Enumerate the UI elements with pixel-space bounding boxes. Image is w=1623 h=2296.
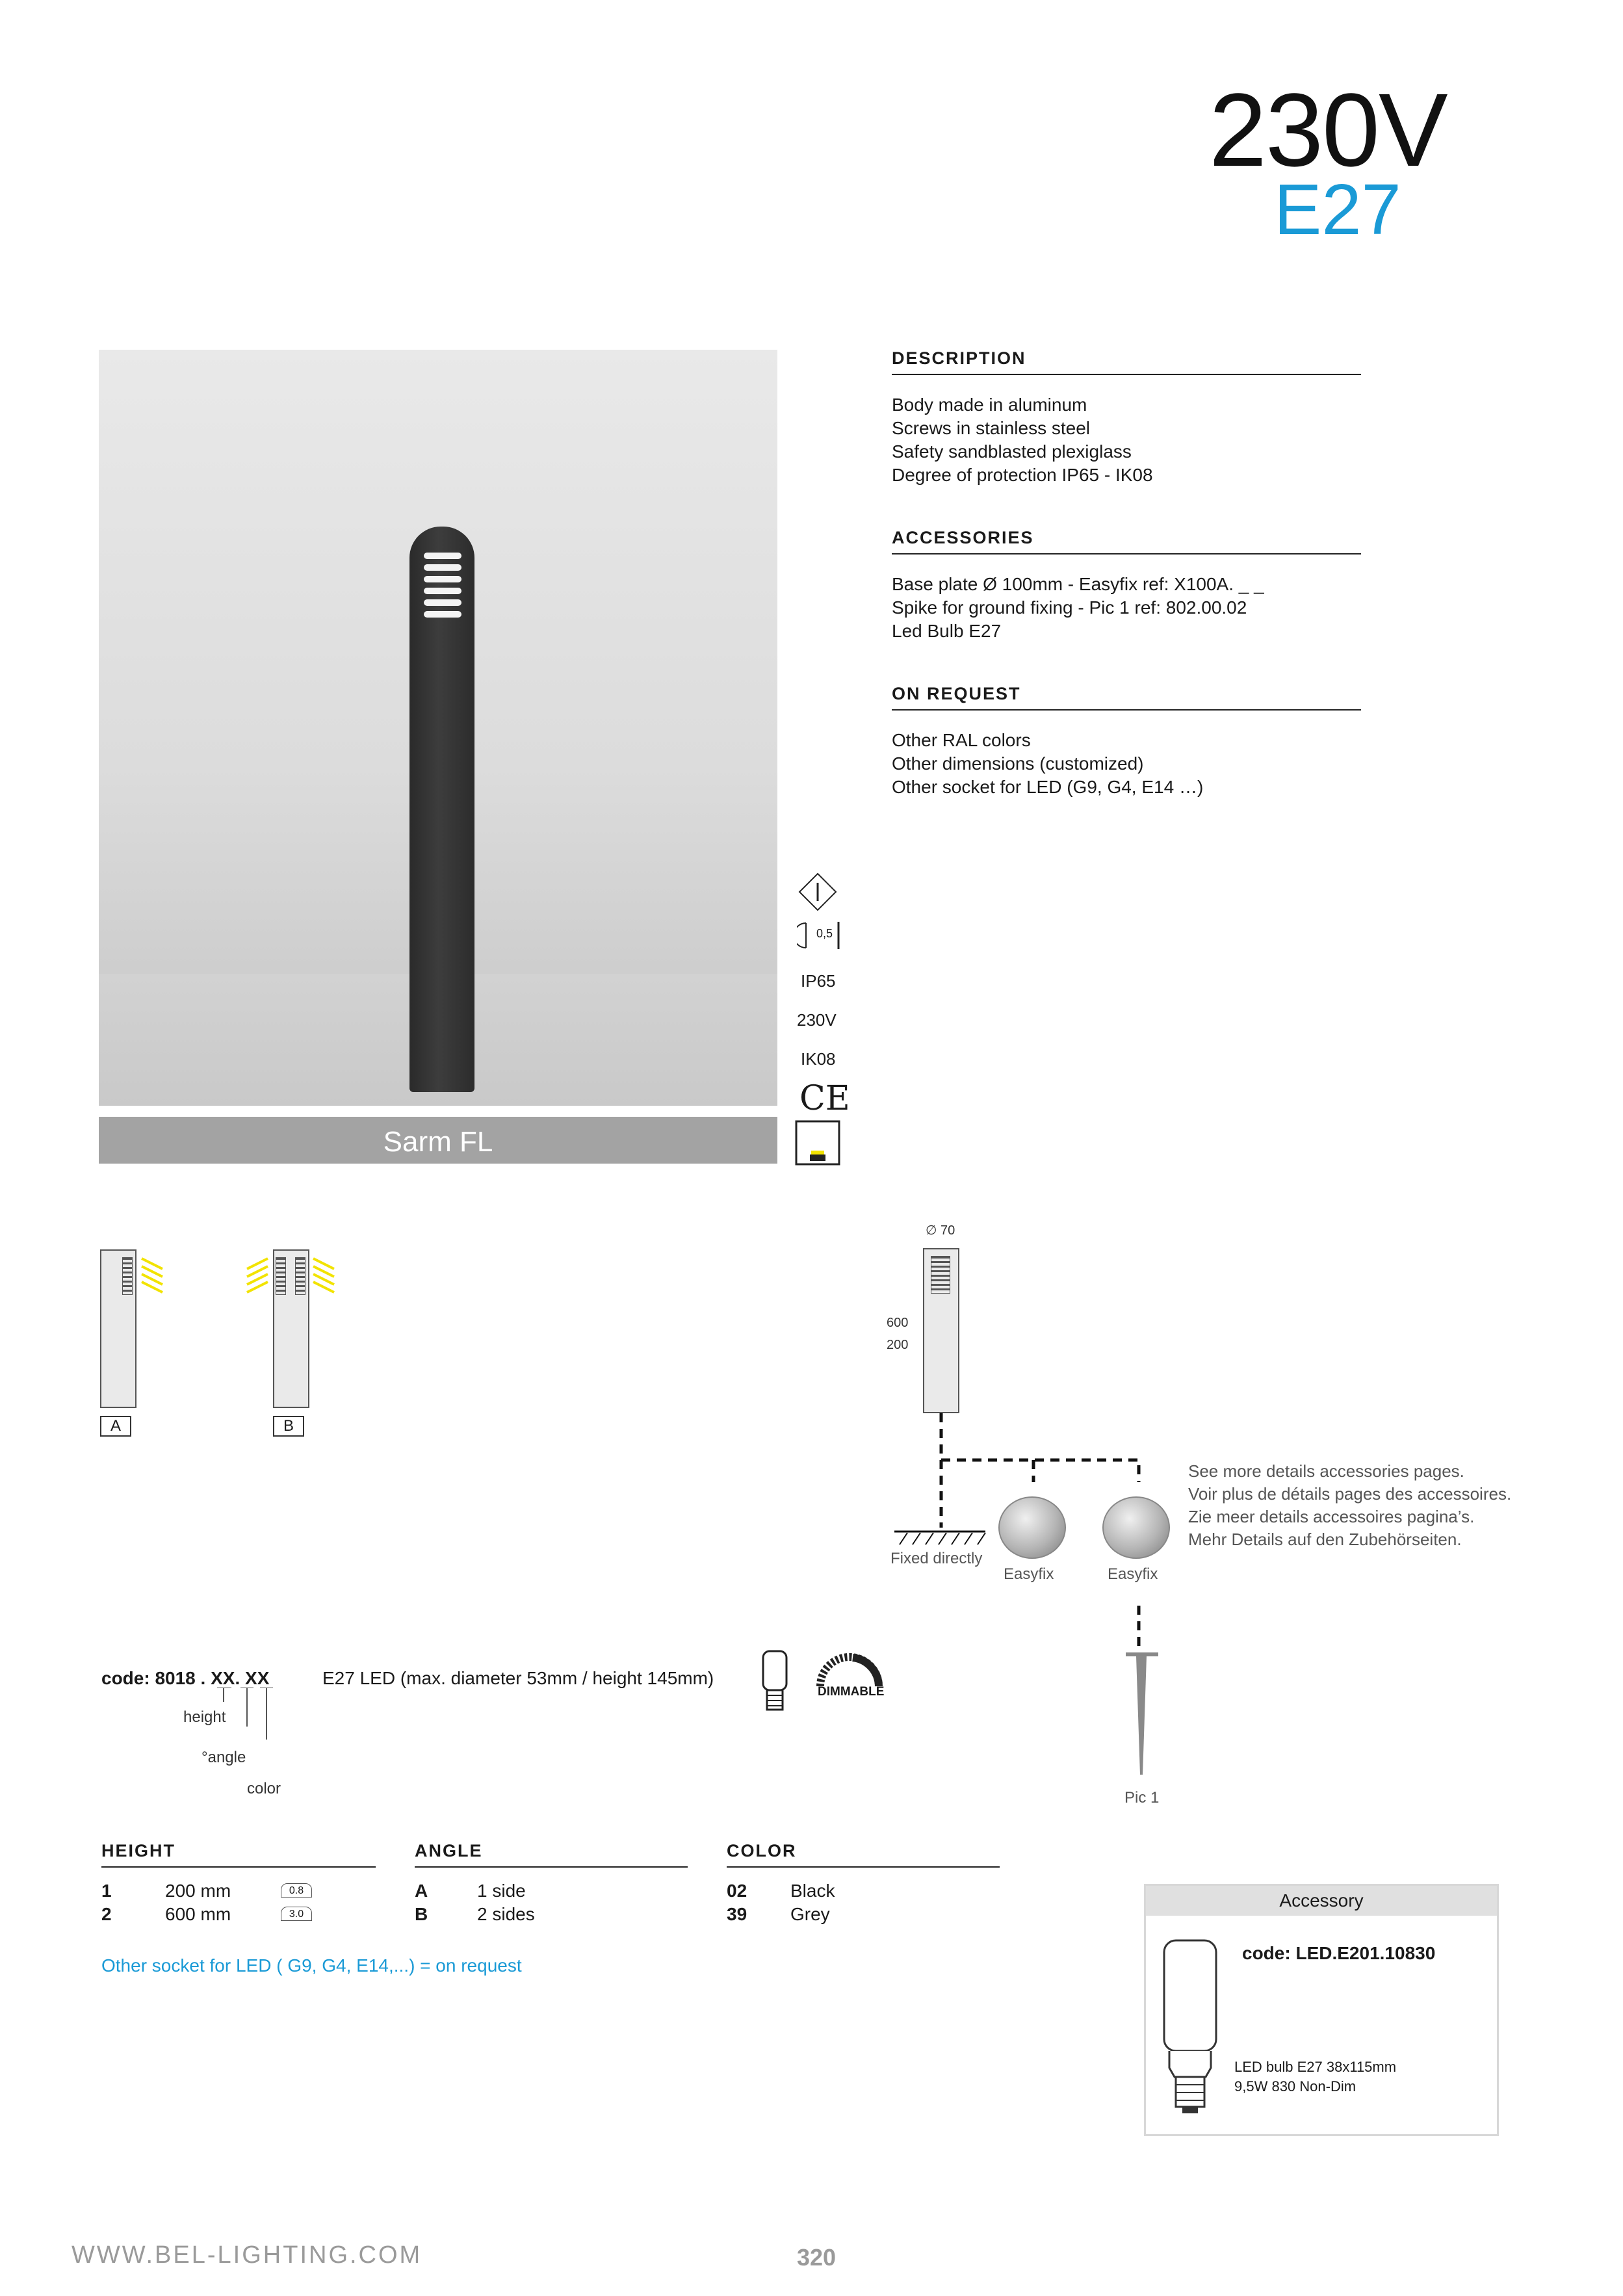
on-request-line: Other dimensions (customized): [892, 753, 1144, 774]
light-slot: [424, 588, 461, 594]
code-height-placeholder: XX: [211, 1668, 235, 1688]
light-slot: [424, 576, 461, 582]
light-slot: [424, 553, 461, 559]
weight-badge: 3.0: [281, 1907, 312, 1921]
pic-1-label: Pic 1: [1124, 1789, 1160, 1807]
version-a-grill: [122, 1257, 133, 1295]
height-table: [101, 1841, 376, 1926]
mounting-diagram: [884, 1411, 1183, 1775]
accessory-code-value: LED.E201.10830: [1295, 1943, 1436, 1963]
color-value: Black: [790, 1881, 835, 1901]
product-photo: [99, 350, 777, 1106]
easyfix-plate-image: [998, 1496, 1066, 1559]
light-slot: [424, 611, 461, 618]
product-name: Sarm FL: [383, 1126, 493, 1158]
bollard-image: [409, 527, 474, 1092]
product-code: [101, 1668, 269, 1689]
version-a-light-rays: [139, 1255, 165, 1300]
ip-rating: IP65: [801, 971, 836, 991]
easyfix-label: Easyfix: [1108, 1565, 1158, 1583]
description-line: Screws in stainless steel: [892, 418, 1091, 438]
description-heading: DESCRIPTION: [892, 348, 1361, 375]
code-separator: .: [235, 1668, 246, 1688]
height-600-label: 600: [887, 1316, 909, 1330]
accessory-spec-line: 9,5W 830 Non-Dim: [1234, 2078, 1357, 2094]
version-b-light-rays-right: [311, 1255, 337, 1300]
accessories-heading: ACCESSORIES: [892, 528, 1361, 554]
mounting-note-line: Voir plus de détails pages des accessoires.: [1188, 1484, 1512, 1504]
code-prefix: code: 8018 .: [101, 1668, 211, 1688]
accessory-box: [1144, 1884, 1499, 2136]
mounting-note: [1188, 1460, 1511, 1551]
socket-title: E27: [1274, 170, 1401, 250]
color-code: 39: [727, 1904, 747, 1924]
dimmable-label: DIMMABLE: [818, 1685, 885, 1699]
easyfix-label: Easyfix: [1004, 1565, 1054, 1583]
voltage-title: 230V: [1209, 72, 1447, 188]
accessories-section: [892, 528, 1361, 643]
ce-mark: CE: [799, 1079, 850, 1118]
angle-code: B: [415, 1904, 428, 1924]
color-heading: COLOR: [727, 1841, 1000, 1868]
color-table: [727, 1841, 1000, 1926]
color-code: 02: [727, 1881, 747, 1901]
accessory-code-label: code:: [1242, 1943, 1296, 1963]
voltage-rating: 230V: [797, 1010, 837, 1030]
accessory-spec-line: LED bulb E27 38x115mm: [1234, 2059, 1397, 2075]
light-slot: [424, 599, 461, 606]
height-value: 600 mm: [165, 1904, 231, 1924]
height-value: 200 mm: [165, 1881, 231, 1901]
version-b-grill-right: [295, 1257, 305, 1295]
height-heading: HEIGHT: [101, 1841, 376, 1868]
accessory-heading: Accessory: [1146, 1886, 1497, 1916]
mounting-note-line: Zie meer details accessoires pagina’s.: [1188, 1507, 1475, 1526]
mounting-note-line: See more details accessories pages.: [1188, 1461, 1464, 1481]
accessories-line: Led Bulb E27: [892, 621, 1002, 641]
mounting-note-line: Mehr Details auf den Zubehörseiten.: [1188, 1530, 1462, 1549]
angle-table: [415, 1841, 688, 1926]
version-b-label: B: [273, 1416, 304, 1437]
angle-value: 2 sides: [477, 1904, 535, 1924]
description-section: [892, 348, 1361, 487]
easyfix-plate-image: [1102, 1496, 1170, 1559]
lamp-spec: E27 LED (max. diameter 53mm / height 145mm): [322, 1668, 714, 1688]
accessories-line: Base plate Ø 100mm - Easyfix ref: X100A. _ _: [892, 574, 1264, 594]
description-line: Safety sandblasted plexiglass: [892, 441, 1132, 462]
description-line: Degree of protection IP65 - IK08: [892, 465, 1153, 485]
angle-value: 1 side: [477, 1881, 526, 1901]
legend-color: color: [247, 1780, 281, 1797]
accessory-spec: [1234, 2057, 1396, 2096]
diameter-label: ∅ 70: [926, 1223, 955, 1238]
product-caption-bar: [99, 1117, 777, 1164]
dimension-grill: [931, 1256, 950, 1294]
legend-height: height: [183, 1708, 226, 1726]
angle-heading: ANGLE: [415, 1841, 688, 1868]
legend-angle: °angle: [201, 1749, 246, 1766]
code-color-placeholder: XX: [245, 1668, 270, 1688]
website-link[interactable]: WWW.BEL-LIGHTING.COM: [71, 2241, 422, 2269]
impact-value: 0,5: [816, 927, 833, 940]
description-line: Body made in aluminum: [892, 395, 1087, 415]
led-lamp-icon: [794, 1119, 841, 1166]
weight-badge: 0.8: [281, 1883, 312, 1898]
on-request-line: Other RAL colors: [892, 730, 1031, 750]
fixed-directly-label: Fixed directly: [890, 1550, 983, 1567]
accessory-code: [1242, 1943, 1435, 1964]
on-request-section: [892, 684, 1361, 799]
color-value: Grey: [790, 1904, 830, 1924]
angle-code: A: [415, 1881, 428, 1901]
accessories-line: Spike for ground fixing - Pic 1 ref: 802.00.02: [892, 597, 1247, 618]
led-bulb-icon: [759, 1649, 790, 1716]
height-code: 1: [101, 1881, 112, 1901]
version-b-grill-left: [276, 1257, 286, 1295]
version-b-light-rays-left: [244, 1255, 270, 1300]
height-200-label: 200: [887, 1338, 909, 1352]
height-code: 2: [101, 1904, 112, 1924]
class-one-icon: [797, 871, 838, 913]
led-bulb-image: [1160, 1938, 1220, 2120]
page-number: 320: [797, 2244, 837, 2271]
on-request-heading: ON REQUEST: [892, 684, 1361, 711]
ik-rating: IK08: [801, 1049, 836, 1069]
light-slot: [424, 564, 461, 571]
socket-note: Other socket for LED ( G9, G4, E14,...) = on request: [101, 1955, 522, 1976]
version-a-label: A: [100, 1416, 131, 1437]
on-request-line: Other socket for LED (G9, G4, E14 …): [892, 777, 1204, 797]
